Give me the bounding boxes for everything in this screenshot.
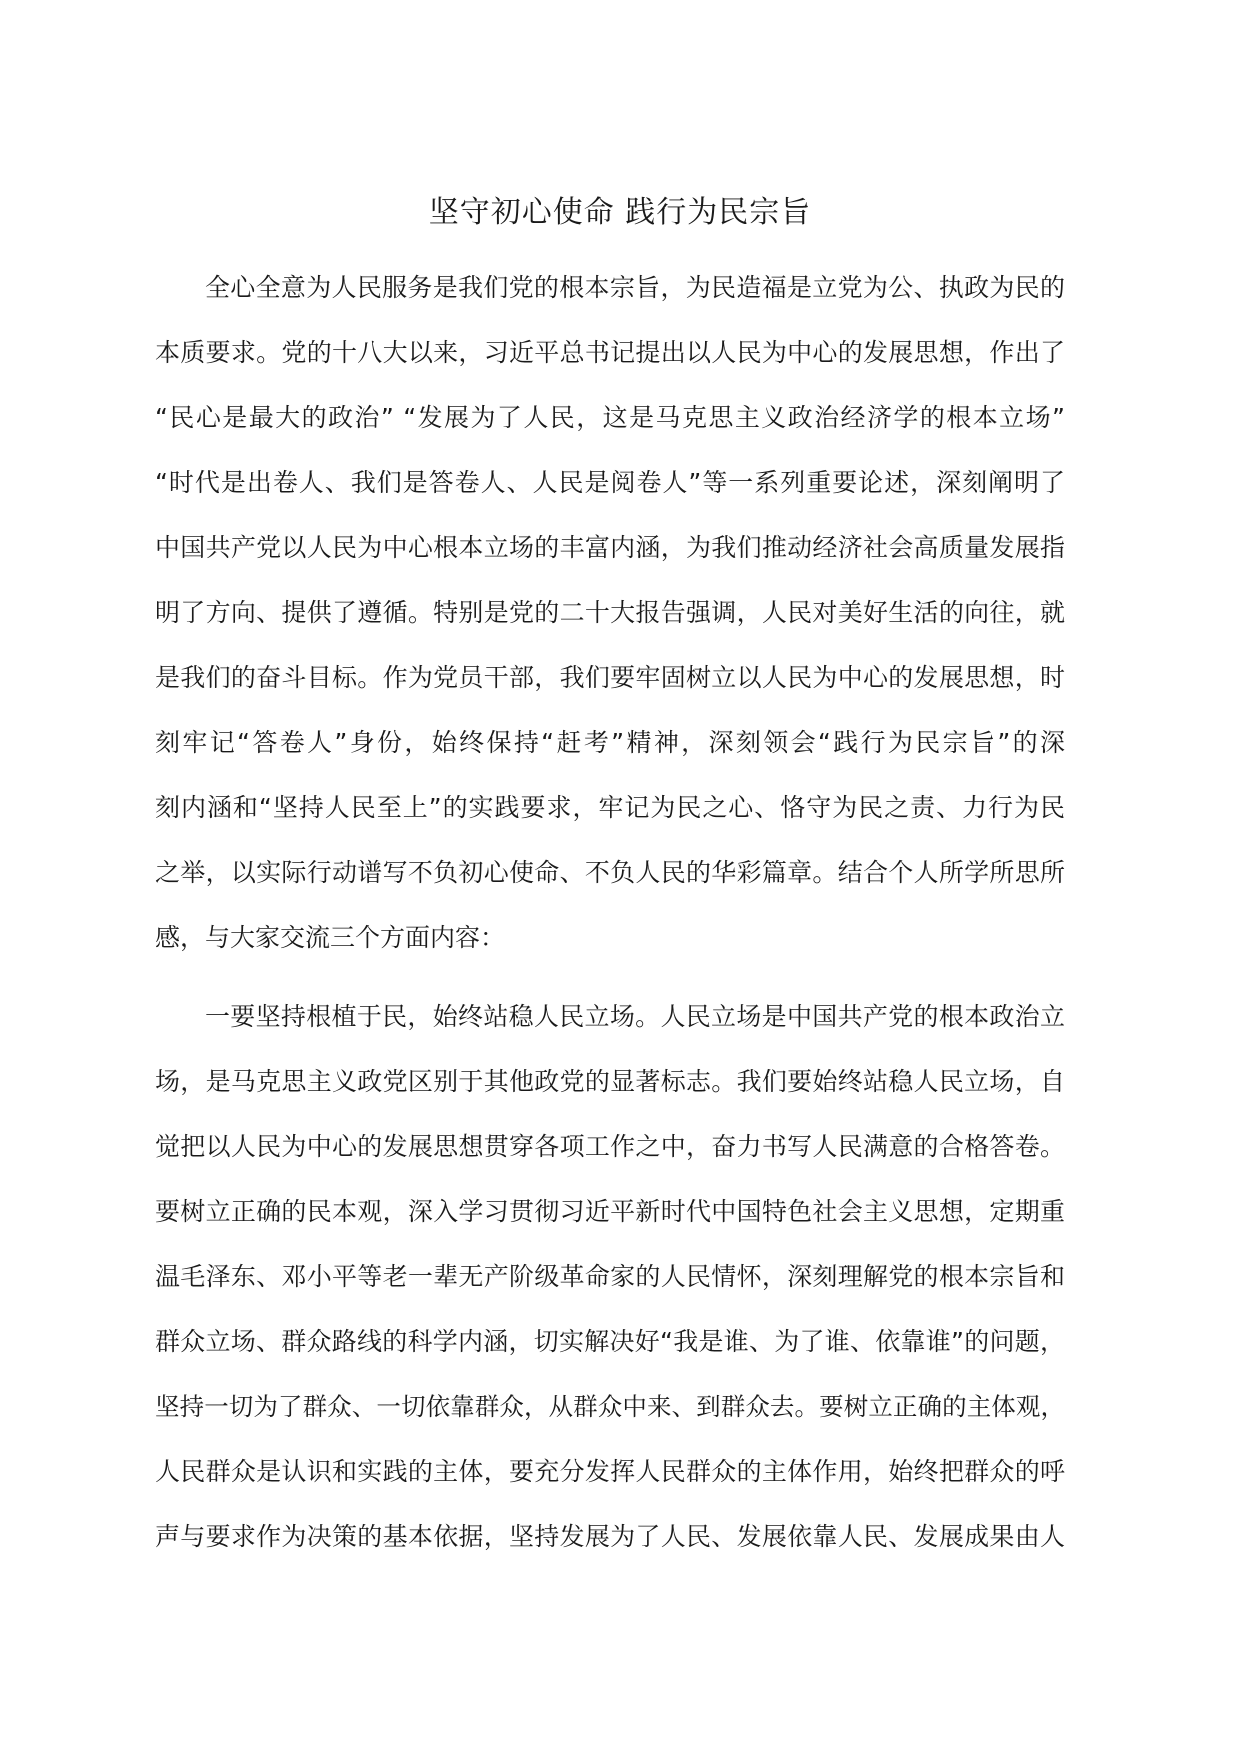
paragraph-1-line: 明了方向、提供了遵循。特别是党的二十大报告强调，人民对美好生活的向往，就 <box>155 598 1065 627</box>
paragraph-2-line: 觉把以人民为中心的发展思想贯穿各项工作之中，奋力书写人民满意的合格答卷。 <box>155 1132 1065 1161</box>
paragraph-2-line: 要树立正确的民本观，深入学习贯彻习近平新时代中国特色社会主义思想，定期重 <box>155 1197 1065 1226</box>
paragraph-1-line: 感，与大家交流三个方面内容： <box>155 923 506 952</box>
paragraph-1-line: 之举，以实际行动谱写不负初心使命、不负人民的华彩篇章。结合个人所学所思所 <box>155 858 1065 887</box>
paragraph-2-line: 人民群众是认识和实践的主体，要充分发挥人民群众的主体作用，始终把群众的呼 <box>155 1457 1065 1486</box>
paragraph-2-line: 温毛泽东、邓小平等老一辈无产阶级革命家的人民情怀，深刻理解党的根本宗旨和 <box>155 1262 1065 1291</box>
paragraph-1-line: 本质要求。党的十八大以来，习近平总书记提出以人民为中心的发展思想，作出了 <box>155 338 1065 367</box>
paragraph-2-line: 一要坚持根植于民，始终站稳人民立场。人民立场是中国共产党的根本政治立 <box>205 1002 1065 1031</box>
paragraph-1-line: 是我们的奋斗目标。作为党员干部，我们要牢固树立以人民为中心的发展思想，时 <box>155 663 1065 692</box>
paragraph-1-line: 刻牢记“答卷人”身份，始终保持“赶考”精神，深刻领会“践行为民宗旨”的深 <box>155 728 1065 757</box>
paragraph-2-line: 群众立场、群众路线的科学内涵，切实解决好“我是谁、为了谁、依靠谁”的问题， <box>155 1327 1065 1356</box>
document-title: 坚守初心使命 践行为民宗旨 <box>428 195 812 230</box>
paragraph-1-line: “民心是最大的政治” “发展为了人民，这是马克思主义政治经济学的根本立场” <box>155 403 1065 432</box>
paragraph-1-line: 中国共产党以人民为中心根本立场的丰富内涵，为我们推动经济社会高质量发展指 <box>155 533 1065 562</box>
paragraph-2-line: 坚持一切为了群众、一切依靠群众，从群众中来、到群众去。要树立正确的主体观， <box>155 1392 1065 1421</box>
paragraph-1-line: 全心全意为人民服务是我们党的根本宗旨，为民造福是立党为公、执政为民的 <box>205 273 1065 302</box>
paragraph-2-line: 声与要求作为决策的基本依据，坚持发展为了人民、发展依靠人民、发展成果由人 <box>155 1522 1065 1551</box>
paragraph-1-line: 刻内涵和“坚持人民至上”的实践要求，牢记为民之心、恪守为民之责、力行为民 <box>155 793 1065 822</box>
paragraph-2-line: 场，是马克思主义政党区别于其他政党的显著标志。我们要始终站稳人民立场，自 <box>155 1067 1065 1096</box>
paragraph-1-line: “时代是出卷人、我们是答卷人、人民是阅卷人”等一系列重要论述，深刻阐明了 <box>155 468 1065 497</box>
